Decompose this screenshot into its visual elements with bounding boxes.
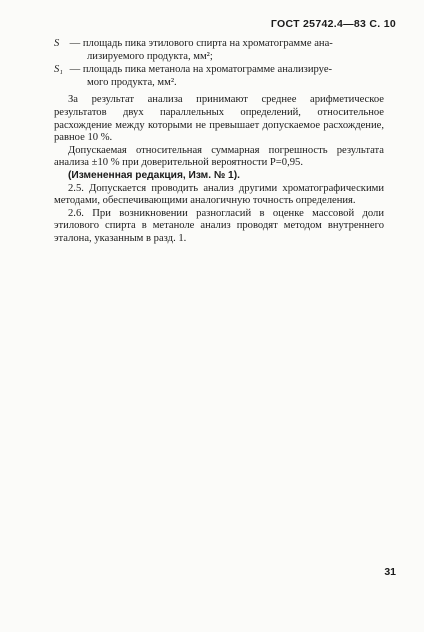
page-header: ГОСТ 25742.4—83 С. 10	[270, 18, 396, 30]
definition-text-line2: лизируемого продукта, мм²;	[87, 50, 213, 62]
paragraph-2-6: 2.6. При возникновении разногласий в оценке массовой доли этилового спирта в метаноле анализ проводят методом внутреннего эталона, указанным в разд. 1.	[54, 207, 384, 244]
paragraph-error: Допускаемая относительная суммарная погрешность результата анализа ±10 % при доверительной вероятности P=0,95.	[54, 144, 384, 169]
definition-text-line2: мого продукта, мм².	[87, 76, 177, 88]
definition-text-line1: — площадь пика этилового спирта на хроматограмме ана-	[67, 38, 333, 49]
document-body	[54, 38, 384, 246]
page-number: 31	[384, 566, 396, 578]
paragraph-amendment: (Измененная редакция, Изм. № 1).	[68, 169, 240, 181]
definition-symbol: S	[54, 38, 60, 49]
definition-text-line1: — площадь пика метанола на хроматограмме анализируе-	[67, 64, 333, 76]
definition-symbol: S₁	[54, 64, 63, 76]
definition-s	[54, 38, 384, 63]
definition-s1	[54, 64, 384, 89]
paragraph-result: За результат анализа принимают среднее арифметическое результатов двух параллельных определений, относительное расхождение между которыми не превышает допускаемое расхождение, равное 10 %.	[54, 94, 384, 144]
paragraph-2-5: 2.5. Допускается проводить анализ другими хроматографическими методами, обеспечивающими аналогичную точность определения.	[54, 182, 384, 207]
